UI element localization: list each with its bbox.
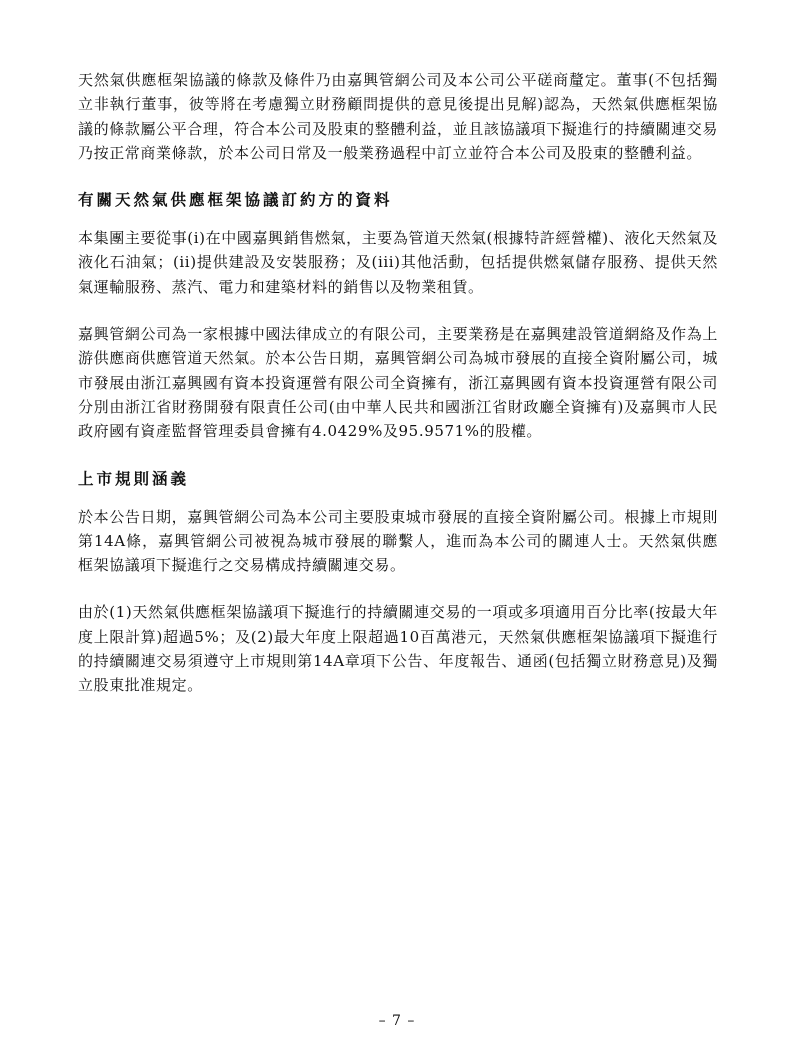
document-body bbox=[78, 68, 718, 698]
section-heading-listing-rules: 上市規則涵義 bbox=[78, 469, 190, 488]
section-heading-parties-info: 有關天然氣供應框架協議訂約方的資料 bbox=[78, 191, 393, 210]
paragraph-connected-person: 於本公告日期，嘉興管網公司為本公司主要股東城市發展的直接全資附屬公司。根據上市規則第14A條，嘉興管網公司被視為城市發展的聯繫人，進而為本公司的關連人士。天然氣供應框架協議項下擬進行之交易構成持續關連交易。 bbox=[78, 507, 718, 575]
paragraph-pipeline-company: 嘉興管網公司為一家根據中國法律成立的有限公司，主要業務是在嘉興建設管道網絡及作為上游供應商供應管道天然氣。於本公告日期，嘉興管網公司為城市發展的直接全資附屬公司，城市發展由浙江嘉興國有資本投資運營有限公司全資擁有，浙江嘉興國有資本投資運營有限公司分別由浙江省財務開發有限責任公司(由中華人民共和國浙江省財政廳全資擁有)及嘉興市人民政府國有資產監督管理委員會擁有4.0429%及95.9571%的股權。 bbox=[78, 325, 718, 441]
paragraph-compliance-requirements: 由於(1)天然氣供應框架協議項下擬進行的持續關連交易的一項或多項適用百分比率(按最大年度上限計算)超過5%；及(2)最大年度上限超過10百萬港元，天然氣供應框架協議項下擬進行的持續關連交易須遵守上市規則第14A章項下公告、年度報告、通函(包括獨立財務意見)及獨立股東批准規定。 bbox=[78, 603, 718, 695]
page-number: – 7 – bbox=[378, 1013, 416, 1029]
paragraph-agreement-terms: 天然氣供應框架協議的條款及條件乃由嘉興管網公司及本公司公平磋商釐定。董事(不包括獨立非執行董事，彼等將在考慮獨立財務顧問提供的意見後提出見解)認為，天然氣供應框架協議的條款屬公平合理，符合本公司及股東的整體利益，並且該協議項下擬進行的持續關連交易乃按正常商業條款，於本公司日常及一般業務過程中訂立並符合本公司及股東的整體利益。 bbox=[78, 71, 718, 162]
paragraph-group-business: 本集團主要從事(i)在中國嘉興銷售燃氣，主要為管道天然氣(根據特許經營權)、液化天然氣及液化石油氣；(ii)提供建設及安裝服務；及(iii)其他活動，包括提供燃氣儲存服務、提供天然氣運輸服務、蒸汽、電力和建築材料的銷售以及物業租賃。 bbox=[78, 229, 718, 296]
